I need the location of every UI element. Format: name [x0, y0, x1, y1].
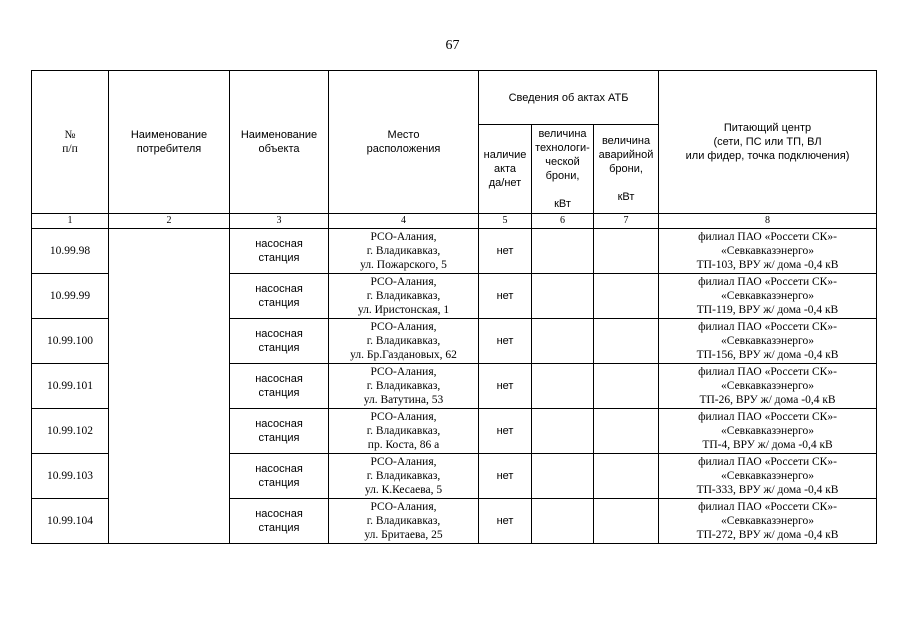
row-number: 10.99.101	[32, 364, 109, 409]
act-cell: нет	[479, 454, 532, 499]
power-center-cell: филиал ПАО «Россети СК»- «Севкавказэнерго» ТП-272, ВРУ ж/ дома -0,4 кВ	[659, 499, 877, 544]
col-number-5: 5	[479, 214, 532, 229]
object-cell: насосная станция	[230, 499, 329, 544]
object-cell: насосная станция	[230, 319, 329, 364]
header-object-name: Наименование объекта	[230, 71, 329, 214]
header-tech-reserve: величина технологи- ческой брони, кВт	[532, 125, 594, 214]
emergency-reserve-cell	[594, 319, 659, 364]
location-cell: РСО-Алания, г. Владикавказ, ул. Ватутина, 53	[329, 364, 479, 409]
act-cell: нет	[479, 364, 532, 409]
tech-reserve-cell	[532, 319, 594, 364]
tech-reserve-cell	[532, 364, 594, 409]
act-cell: нет	[479, 274, 532, 319]
atb-table	[31, 70, 877, 544]
header-location: Место расположения	[329, 71, 479, 214]
row-number: 10.99.100	[32, 319, 109, 364]
object-cell: насосная станция	[230, 454, 329, 499]
act-cell: нет	[479, 319, 532, 364]
col-number-3: 3	[230, 214, 329, 229]
header-emergency-reserve: величина аварийной брони, кВт	[594, 125, 659, 214]
table-row	[32, 229, 877, 274]
col-number-6: 6	[532, 214, 594, 229]
emergency-reserve-cell	[594, 364, 659, 409]
power-center-cell: филиал ПАО «Россети СК»- «Севкавказэнерго» ТП-156, ВРУ ж/ дома -0,4 кВ	[659, 319, 877, 364]
emergency-reserve-cell	[594, 454, 659, 499]
emergency-reserve-cell	[594, 409, 659, 454]
act-cell: нет	[479, 499, 532, 544]
page-number: 67	[445, 38, 460, 53]
row-number: 10.99.102	[32, 409, 109, 454]
power-center-cell: филиал ПАО «Россети СК»- «Севкавказэнерго» ТП-4, ВРУ ж/ дома -0,4 кВ	[659, 409, 877, 454]
location-cell: РСО-Алания, г. Владикавказ, ул. Пожарского, 5	[329, 229, 479, 274]
act-cell: нет	[479, 409, 532, 454]
emergency-reserve-cell	[594, 499, 659, 544]
tech-reserve-cell	[532, 229, 594, 274]
col-number-1: 1	[32, 214, 109, 229]
row-number: 10.99.103	[32, 454, 109, 499]
power-center-cell: филиал ПАО «Россети СК»- «Севкавказэнерго» ТП-103, ВРУ ж/ дома -0,4 кВ	[659, 229, 877, 274]
tech-reserve-cell	[532, 454, 594, 499]
col-number-8: 8	[659, 214, 877, 229]
location-cell: РСО-Алания, г. Владикавказ, ул. К.Кесаева, 5	[329, 454, 479, 499]
col-number-4: 4	[329, 214, 479, 229]
act-cell: нет	[479, 229, 532, 274]
location-cell: РСО-Алания, г. Владикавказ, ул. Иристонская, 1	[329, 274, 479, 319]
row-number: 10.99.104	[32, 499, 109, 544]
power-center-cell: филиал ПАО «Россети СК»- «Севкавказэнерго» ТП-333, ВРУ ж/ дома -0,4 кВ	[659, 454, 877, 499]
object-cell: насосная станция	[230, 274, 329, 319]
location-cell: РСО-Алания, г. Владикавказ, ул. Бритаева, 25	[329, 499, 479, 544]
header-atb-group: Сведения об актах АТБ	[479, 71, 659, 125]
emergency-reserve-cell	[594, 229, 659, 274]
consumer-cell	[109, 229, 230, 544]
col-number-7: 7	[594, 214, 659, 229]
row-number: 10.99.99	[32, 274, 109, 319]
emergency-reserve-cell	[594, 274, 659, 319]
location-cell: РСО-Алания, г. Владикавказ, пр. Коста, 86 а	[329, 409, 479, 454]
power-center-cell: филиал ПАО «Россети СК»- «Севкавказэнерго» ТП-119, ВРУ ж/ дома -0,4 кВ	[659, 274, 877, 319]
header-power-center: Питающий центр (сети, ПС или ТП, ВЛ или фидер, точка подключения)	[659, 71, 877, 214]
row-number: 10.99.98	[32, 229, 109, 274]
tech-reserve-cell	[532, 274, 594, 319]
power-center-cell: филиал ПАО «Россети СК»- «Севкавказэнерго» ТП-26, ВРУ ж/ дома -0,4 кВ	[659, 364, 877, 409]
object-cell: насосная станция	[230, 364, 329, 409]
location-cell: РСО-Алания, г. Владикавказ, ул. Бр.Газдановых, 62	[329, 319, 479, 364]
header-consumer-name: Наименование потребителя	[109, 71, 230, 214]
object-cell: насосная станция	[230, 409, 329, 454]
header-act-presence: наличие акта да/нет	[479, 125, 532, 214]
header-row-number: № п/п	[32, 71, 109, 214]
col-number-2: 2	[109, 214, 230, 229]
object-cell: насосная станция	[230, 229, 329, 274]
tech-reserve-cell	[532, 499, 594, 544]
tech-reserve-cell	[532, 409, 594, 454]
